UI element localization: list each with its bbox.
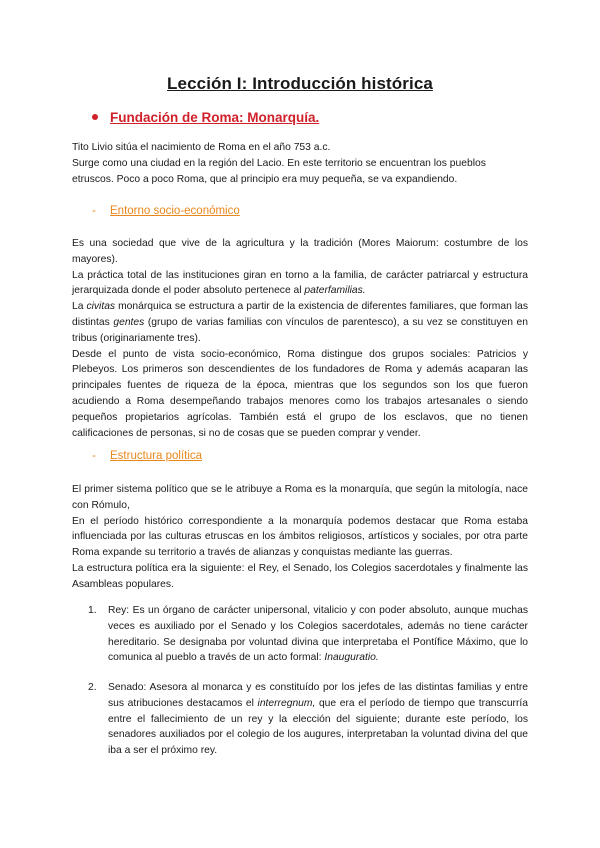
list-number: 1.	[88, 605, 97, 616]
subsection-heading-label: Estructura política	[110, 450, 203, 462]
dash-marker: -	[92, 450, 96, 462]
section-heading-label: Fundación de Roma: Monarquía.	[110, 110, 320, 125]
bullet-icon	[92, 114, 98, 120]
dash-marker: -	[92, 205, 96, 217]
paragraph: El primer sistema político que se le atribuye a Roma es la monarquía, que según la mitología, nace con Rómulo,	[72, 484, 528, 511]
paragraph-text: La práctica total de las instituciones giran en torno a la familia, de carácter patriarcal y estructura jerarquizada donde el poder absoluto pertenece al	[72, 269, 528, 297]
paragraph-text: (grupo de varias familias con vínculos de parentesco), a su vez se constituyen en tribus (originariamente tres).	[72, 316, 529, 344]
emphasis: civitas	[86, 301, 116, 313]
list-item-text	[108, 680, 528, 759]
subsection-heading-estructura	[92, 450, 202, 462]
paragraph: Desde el punto de vista socio-económico, Roma distingue dos grupos sociales: Patricios y Plebeyos. Los primeros son descendientes de los fundadores de Roma y además acaparan las principales fuentes de riqueza de la época, mientras que los segundos son los que fueron acudiendo a Roma desempeñando trabajos menores como los trabajos artesanales o siendo pequeños propietarios agrícolas. También está el grupo de los esclavos, que no tienen calificaciones de personas, si no de cosas que se pueden comprar y vender.	[72, 348, 528, 439]
paragraph-text: que era el período de tiempo que transcurría entre el fallecimiento de un rey y la elección del siguiente; durante este período, los senadores auxiliados por el colegio de los augures, interpretaban la voluntad divina del que iba a ser el próximo rey.	[108, 697, 528, 757]
emphasis: Inauguratio.	[324, 652, 379, 664]
list-number: 2.	[88, 682, 97, 693]
section-heading-fundacion	[92, 110, 319, 125]
entorno-paragraphs	[72, 236, 528, 441]
paragraph-text: Senado: Asesora al monarca y es constituído por los jefes de las distintas familias y entre sus atribuciones destacamos el	[108, 682, 528, 709]
subsection-heading-label: Entorno socio-económico	[110, 205, 240, 217]
paragraph-text: Rey: Es un órgano de carácter unipersonal, vitalicio y con poder absoluto, aunque muchas veces es auxiliado por el Senado y los Colegios sacerdotales, además no tiene carácter hereditario. Se designaba por voluntad divina que interpretaba el Pontífice Máximo, que lo comunica al pueblo a través de un acto formal:	[108, 605, 528, 664]
subsection-heading-entorno	[92, 205, 240, 217]
paragraph-text: monárquica se estructura a partir de la existencia de diferentes familiares, que forman las distintas	[72, 301, 528, 328]
emphasis: interregnum,	[257, 697, 316, 709]
emphasis: gentes	[113, 316, 145, 328]
intro-paragraphs	[72, 140, 528, 187]
page-title: Lección I: Introducción histórica	[167, 74, 433, 93]
estructura-paragraphs	[72, 482, 528, 593]
paragraph: En el período histórico correspondiente a la monarquía podemos destacar que Roma estaba influenciada por las culturas etruscas en los ámbitos religiosos, artísticos y sociales, por otra parte Roma expande su territorio a través de alianzas y conquistas mediante las guerras.	[72, 515, 528, 559]
paragraph: Surge como una ciudad en la región del Lacio. En este territorio se encuentran los pueblos etruscos. Poco a poco Roma, que al principio era muy pequeña, se va expandiendo.	[72, 157, 486, 185]
paragraph: La estructura política era la siguiente: el Rey, el Senado, los Colegios sacerdotales y finalmente las Asambleas populares.	[72, 562, 528, 590]
paragraph: Tito Livio sitúa el nacimiento de Roma en el año 753 a.c.	[72, 142, 331, 153]
paragraph	[72, 299, 528, 346]
paragraph-text: La	[72, 301, 87, 313]
list-item	[88, 680, 528, 759]
emphasis: paterfamilias.	[304, 285, 366, 297]
list-item	[88, 603, 528, 666]
list-item-text	[108, 603, 528, 666]
paragraph: Es una sociedad que vive de la agricultura y la tradición (Mores Maiorum: costumbre de los mayores).	[72, 238, 528, 265]
paragraph	[72, 268, 528, 300]
